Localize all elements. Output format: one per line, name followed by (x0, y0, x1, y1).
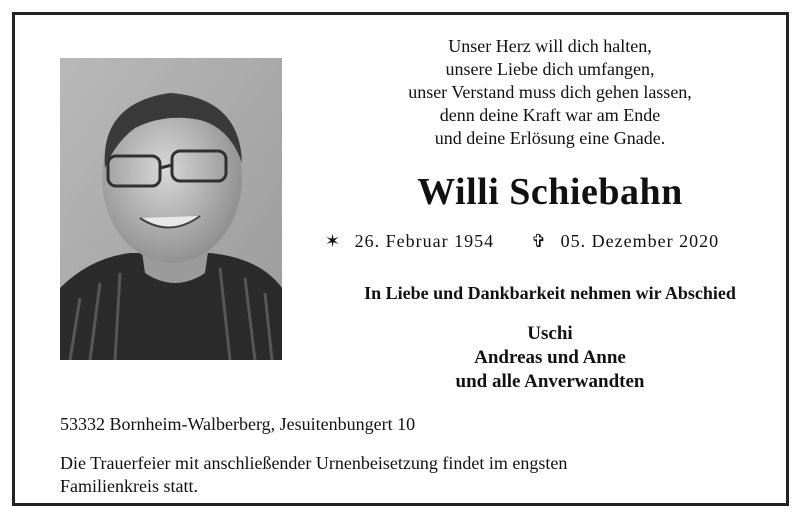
death-cross-icon: ✞ (531, 231, 548, 252)
address: 53332 Bornheim-Walberberg, Jesuitenbungert 10 (60, 414, 416, 434)
deceased-name: Willi Schiebahn (417, 171, 683, 213)
birth-date: 26. Februar 1954 (354, 231, 495, 252)
poem-line: denn deine Kraft war am Ende (439, 105, 661, 125)
signer-line: und alle Anverwandten (455, 371, 645, 392)
portrait-photo (60, 58, 282, 360)
poem-line: Unser Herz will dich halten, (448, 36, 652, 56)
poem-line: unser Verstand muss dich gehen lassen, (408, 82, 692, 102)
ceremony-notice (60, 452, 760, 498)
life-dates (325, 230, 785, 252)
death-date: 05. Dezember 2020 (560, 231, 720, 252)
signers (320, 322, 780, 394)
poem-line: unsere Liebe dich umfangen, (445, 59, 655, 79)
birth-star-icon: ✶ (325, 231, 342, 252)
farewell-text: In Liebe und Dankbarkeit nehmen wir Abschied (364, 283, 736, 303)
portrait-icon (60, 58, 282, 360)
poem (330, 35, 770, 150)
ceremony-line: Die Trauerfeier mit anschließender Urnenbeisetzung findet im engsten (60, 453, 568, 473)
signer-line: Uschi (527, 323, 573, 344)
ceremony-line: Familienkreis statt. (60, 476, 198, 496)
poem-line: und deine Erlösung eine Gnade. (434, 128, 666, 148)
signer-line: Andreas und Anne (474, 347, 626, 368)
